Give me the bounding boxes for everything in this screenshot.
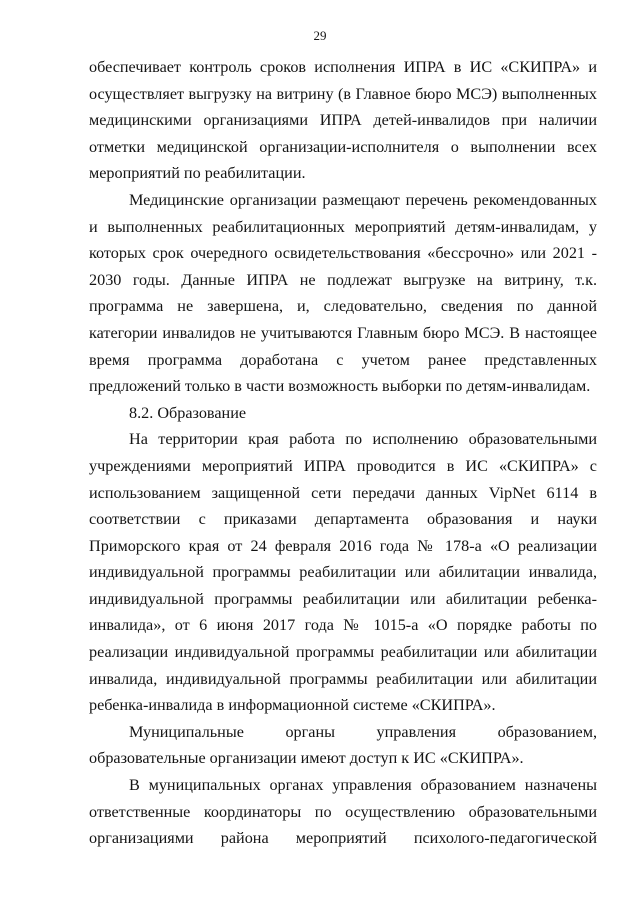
paragraph-municipal-access: Муниципальные органы управления образованием, образовательные организации имеют доступ к ИС «СКИПРА».: [89, 722, 597, 768]
document-body: [89, 54, 597, 852]
paragraph-coordinators: В муниципальных органах управления образованием назначены ответственные координаторы по осуществлению образовательными организациями района мероприятий психолого-педагогической: [89, 776, 597, 848]
paragraph-continuation: обеспечивает контроль сроков исполнения ИПРА в ИС «СКИПРА» и осуществляет выгрузку на витрину (в Главное бюро МСЭ) выполненных медицинскими организациями ИПРА детей-инвалидов при наличии отметки медицинской организации-исполнителя о выполнении всех мероприятий по реабилитации.: [89, 58, 597, 183]
paragraph-education-work: На территории края работа по исполнению образовательными учреждениями мероприятий ИПРА проводится в ИС «СКИПРА» с использованием защищенной сети передачи данных VipNet 6114 в соответствии с приказами департамента образования и науки Приморского края от 24 февраля 2016 года № 178-а «О реализации индивидуальной программы реабилитации или абилитации инвалида, индивидуальной программы реабилитации или абилитации ребенка-инвалида», от 6 июня 2017 года № 1015-а «О порядке работы по реализации индивидуальной программы реабилитации или абилитации инвалида, индивидуальной программы реабилитации или абилитации ребенка-инвалида в информационной системе «СКИПРА».: [89, 430, 597, 715]
paragraph-medical-organizations: Медицинские организации размещают перечень рекомендованных и выполненных реабилитационных мероприятий детям-инвалидам, у которых срок очередного освидетельствования «бессрочно» или 2021 - 2030 годы. Данные ИПРА не подлежат выгрузке на витрину, т.к. программа не завершена, и, следовательно, сведения по данной категории инвалидов не учитываются Главным бюро МСЭ. В настоящее время программа доработана с учетом ранее представленных предложений только в части возможность выборки по детям-инвалидам.: [89, 190, 597, 396]
page-number: 29: [313, 28, 327, 43]
section-heading-education: 8.2. Образование: [129, 403, 247, 422]
